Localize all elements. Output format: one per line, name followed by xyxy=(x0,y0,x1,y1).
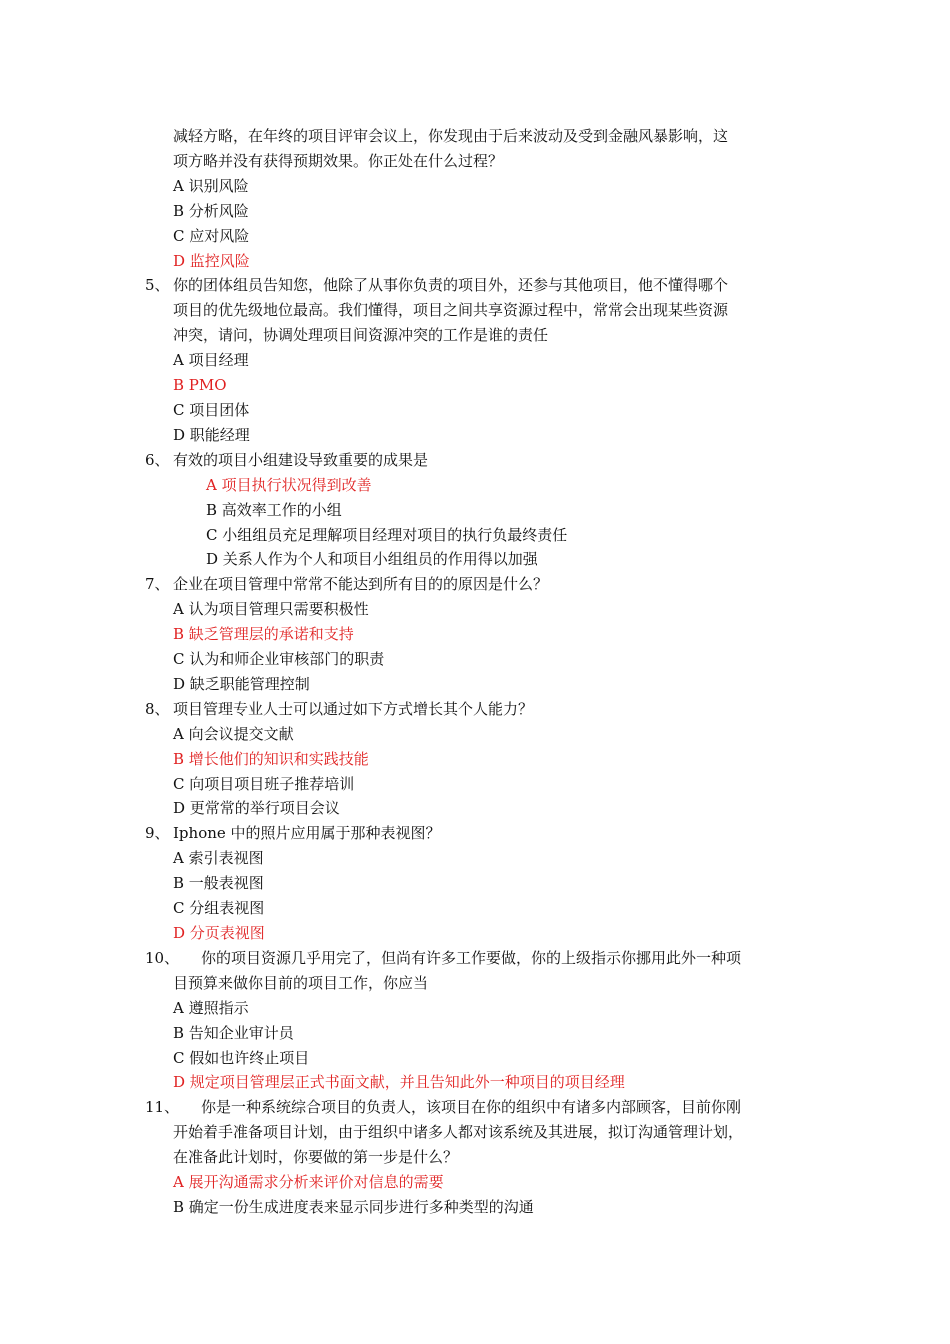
option-c: C 应对风险 xyxy=(173,226,250,245)
question-4-continued xyxy=(145,124,815,273)
question-number: 9、 xyxy=(145,824,170,843)
question-text-line: 你的项目资源几乎用完了，但尚有许多工作要做，你的上级指示你挪用此外一种项 xyxy=(201,948,742,967)
question-text-line: 冲突，请问，协调处理项目间资源冲突的工作是谁的责任 xyxy=(173,326,549,345)
option-b-answer: B 增长他们的知识和实践技能 xyxy=(173,749,369,768)
question-text-line: 项目的优先级地位最高。我们懂得，项目之间共享资源过程中，常常会出现某些资源 xyxy=(173,301,729,320)
question-number: 6、 xyxy=(145,450,170,469)
question-text-line: 有效的项目小组建设导致重要的成果是 xyxy=(173,450,429,469)
option-c: C 假如也许终止项目 xyxy=(173,1048,310,1067)
question-8 xyxy=(145,697,815,822)
option-c: C 向项目项目班子推荐培训 xyxy=(173,774,355,793)
option-b-answer: B PMO xyxy=(173,376,227,395)
option-b: B 告知企业审计员 xyxy=(173,1023,294,1042)
option-b: B 一般表视图 xyxy=(173,874,264,893)
option-c: C 认为和师企业审核部门的职责 xyxy=(173,650,385,669)
question-6 xyxy=(145,448,815,573)
question-7 xyxy=(145,572,815,697)
question-text-line: 开始着手准备项目计划，由于组织中诸多人都对该系统及其进展，拟订沟通管理计划， xyxy=(173,1123,744,1142)
question-10 xyxy=(145,946,815,1095)
question-text-line: 目预算来做你目前的项目工作，你应当 xyxy=(173,973,429,992)
option-d-answer: D 分页表视图 xyxy=(173,924,265,942)
option-a-answer: A 项目执行状况得到改善 xyxy=(206,475,372,494)
option-a: A 识别风险 xyxy=(173,176,249,195)
option-b-answer: B 缺乏管理层的承诺和支持 xyxy=(173,625,354,644)
question-text-line: 项方略并没有获得预期效果。你正处在什么过程？ xyxy=(173,151,504,170)
question-text-line: Iphone 中的照片应用属于那种表视图？ xyxy=(173,824,441,843)
question-text-line: 企业在项目管理中常常不能达到所有目的的原因是什么？ xyxy=(173,575,549,594)
question-number: 8、 xyxy=(145,699,170,718)
question-number: 7、 xyxy=(145,575,170,594)
option-b: B 确定一份生成进度表来显示同步进行多种类型的沟通 xyxy=(173,1197,534,1216)
question-5 xyxy=(145,273,815,447)
option-a: A 向会议提交文献 xyxy=(173,724,294,743)
option-c: C 小组组员充足理解项目经理对项目的执行负最终责任 xyxy=(206,525,568,544)
option-b: B 分析风险 xyxy=(173,201,249,220)
question-text-line: 减轻方略，在年终的项目评审会议上，你发现由于后来波动及受到金融风暴影响，这 xyxy=(173,127,729,145)
question-9 xyxy=(145,821,815,946)
question-text-line: 项目管理专业人士可以通过如下方式增长其个人能力？ xyxy=(173,699,534,718)
question-number: 10、 xyxy=(145,948,180,967)
question-text-line: 你是一种系统综合项目的负责人，该项目在你的组织中有诸多内部顾客，目前你刚 xyxy=(201,1098,742,1117)
question-list xyxy=(145,124,815,1220)
question-11 xyxy=(145,1095,815,1220)
option-d: D 更常常的举行项目会议 xyxy=(173,799,340,818)
question-text-line: 在准备此计划时，你要做的第一步是什么？ xyxy=(173,1148,459,1167)
option-d: D 关系人作为个人和项目小组组员的作用得以加强 xyxy=(206,550,538,569)
option-d: D 缺乏职能管理控制 xyxy=(173,674,310,693)
question-text-line: 你的团体组员告知您，他除了从事你负责的项目外，还参与其他项目，他不懂得哪个 xyxy=(173,276,729,295)
option-b: B 高效率工作的小组 xyxy=(206,500,342,519)
option-d: D 职能经理 xyxy=(173,425,250,444)
option-a: A 索引表视图 xyxy=(173,849,264,868)
option-c: C 分组表视图 xyxy=(173,899,265,918)
option-d-answer: D 规定项目管理层正式书面文献，并且告知此外一种项目的项目经理 xyxy=(173,1073,625,1092)
option-a: A 认为项目管理只需要积极性 xyxy=(173,600,369,619)
option-a-answer: A 展开沟通需求分析来评价对信息的需要 xyxy=(173,1173,444,1192)
question-number: 5、 xyxy=(145,276,170,295)
option-a: A 项目经理 xyxy=(173,351,249,370)
question-number: 11、 xyxy=(145,1098,180,1117)
option-c: C 项目团体 xyxy=(173,400,250,419)
option-d-answer: D 监控风险 xyxy=(173,251,250,270)
option-a: A 遵照指示 xyxy=(173,998,249,1017)
